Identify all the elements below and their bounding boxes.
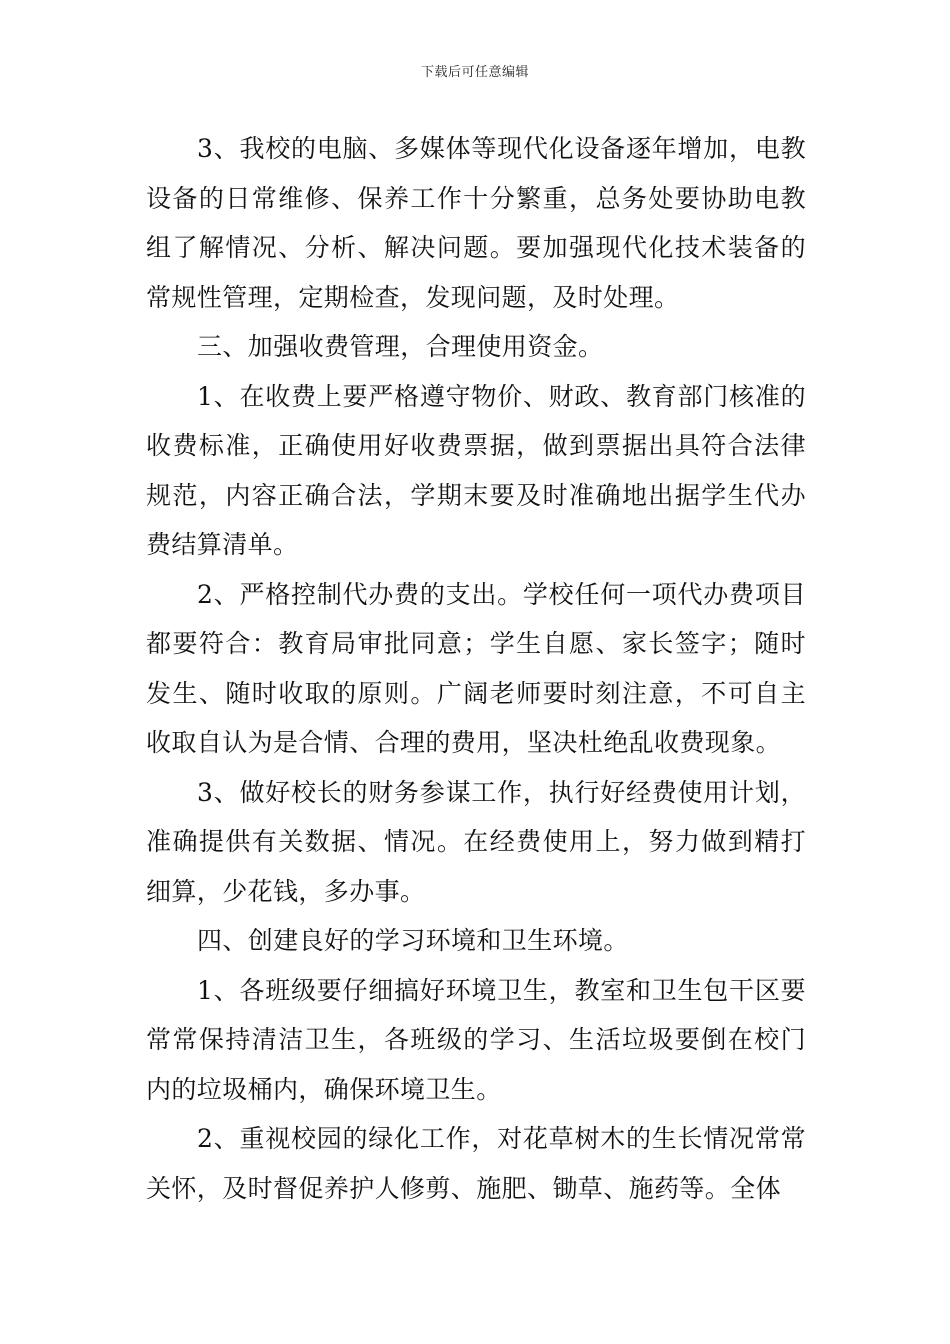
section-heading-fee-management: 三、加强收费管理，合理使用资金。	[197, 332, 604, 361]
paragraph-class-hygiene: 1、各班级要仔细搞好环境卫生，教室和卫生包干区要常常保持清洁卫生，各班级的学习、生活垃圾要倒在校门内的垃圾桶内，确保环境卫生。	[146, 975, 806, 1104]
paragraph-finance-advisory: 3、做好校长的财务参谋工作，执行好经费使用计划，准确提供有关数据、情况。在经费使用上，努力做到精打细算，少花钱，多办事。	[146, 777, 806, 906]
paragraph-campus-greening: 2、重视校园的绿化工作，对花草树木的生长情况常常关怀，及时督促养护人修剪、施肥、锄草、施药等。全体	[146, 1124, 806, 1203]
page-header-note: 下载后可任意编辑	[420, 65, 529, 80]
paragraph-agency-fee-control: 2、严格控制代办费的支出。学校任何一项代办费项目都要符合：教育局审批同意；学生自愿、家长签字；随时发生、随时收取的原则。广阔老师要时刻注意，不可自主收取自认为是合情、合理的费用，坚决杜绝乱收费现象。	[146, 579, 806, 757]
section-heading-environment: 四、创建良好的学习环境和卫生环境。	[197, 926, 629, 955]
paragraph-equipment-maintenance: 3、我校的电脑、多媒体等现代化设备逐年增加，电教设备的日常维修、保养工作十分繁重，总务处要协助电教组了解情况、分析、解决问题。要加强现代化技术装备的常规性管理，定期检查，发现问题，及时处理。	[146, 134, 806, 312]
document-body	[146, 124, 806, 1213]
paragraph-fee-standards: 1、在收费上要严格遵守物价、财政、教育部门核准的收费标准，正确使用好收费票据，做到票据出具符合法律规范，内容正确合法，学期末要及时准确地出据学生代办费结算清单。	[146, 381, 806, 559]
